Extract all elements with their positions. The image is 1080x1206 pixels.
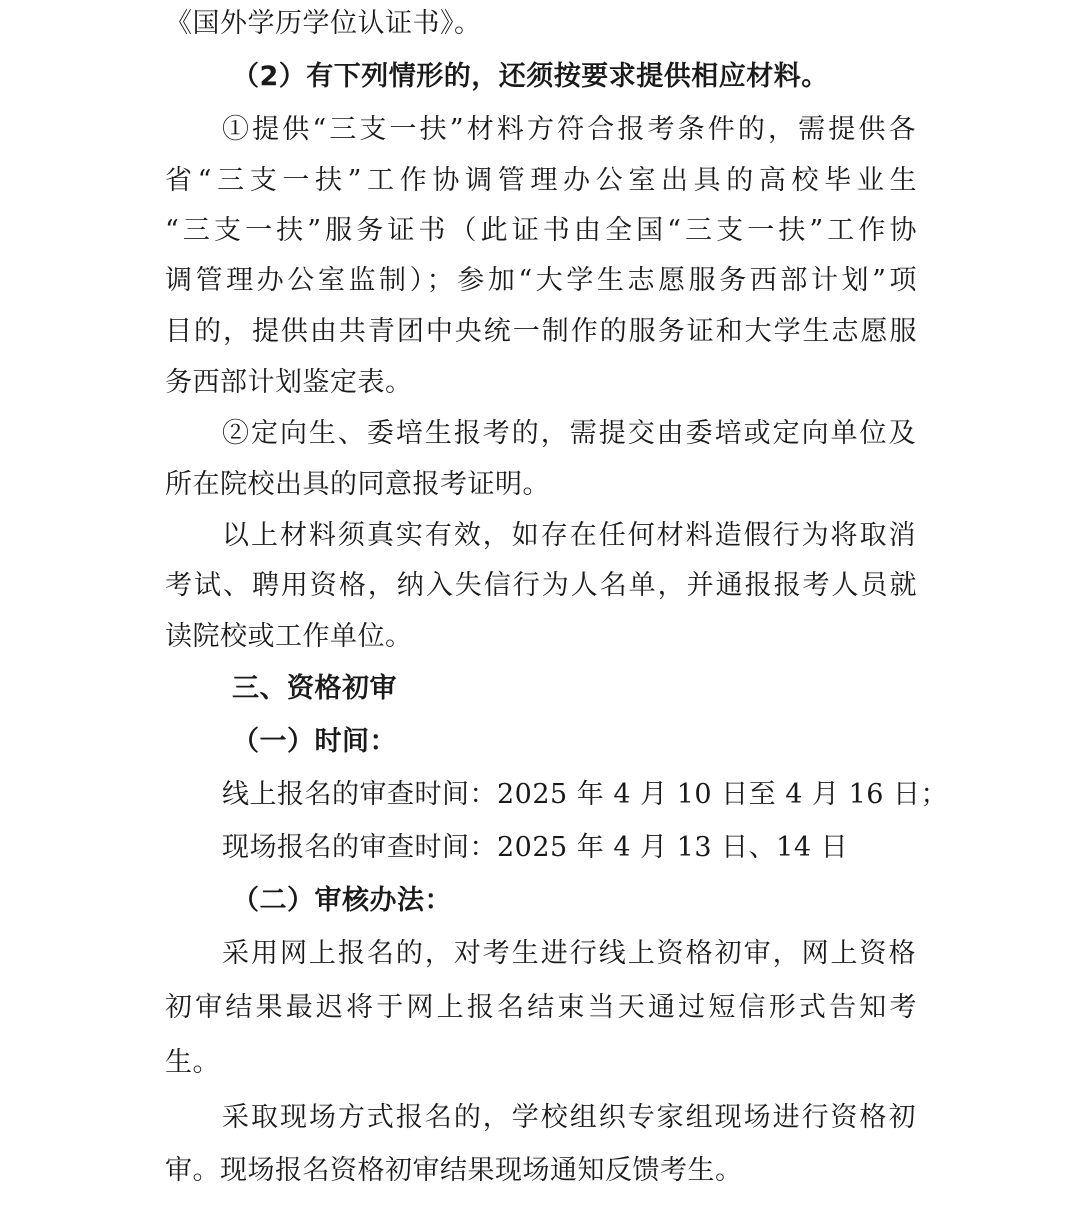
paragraph-line: 省“三支一扶”工作协调管理办公室出具的高校毕业生	[165, 165, 917, 196]
paragraph-line: 以上材料须真实有效，如存在任何材料造假行为将取消	[222, 520, 916, 551]
paragraph-line: 审。现场报名资格初审结果现场通知反馈考生。	[165, 1155, 743, 1186]
paragraph-line: ①提供“三支一扶”材料方符合报考条件的，需提供各	[222, 114, 916, 145]
paragraph-line: 考试、聘用资格，纳入失信行为人名单，并通报报考人员就	[165, 570, 917, 601]
paragraph-line: 生。	[165, 1047, 220, 1078]
paragraph-line: 线上报名的审查时间：2025 年 4 月 10 日至 4 月 16 日；	[222, 779, 949, 810]
paragraph-line: 现场报名的审查时间：2025 年 4 月 13 日、14 日	[222, 832, 849, 863]
paragraph-line: 初审结果最迟将于网上报名结束当天通过短信形式告知考	[165, 992, 917, 1023]
paragraph-line: 读院校或工作单位。	[165, 621, 413, 652]
paragraph-line: 调管理办公室监制）；参加“大学生志愿服务西部计划”项	[165, 265, 917, 296]
section-heading: 三、资格初审	[232, 673, 397, 704]
subheading: （二）审核办法：	[232, 885, 452, 916]
paragraph-line: 务西部计划鉴定表。	[165, 367, 413, 398]
subheading: （一）时间：	[232, 726, 397, 757]
paragraph-line: 所在院校出具的同意报考证明。	[165, 469, 550, 500]
paragraph-line: 采用网上报名的，对考生进行线上资格初审，网上资格	[222, 938, 916, 969]
paragraph-line: 目的，提供由共青团中央统一制作的服务证和大学生志愿服	[165, 316, 917, 347]
paragraph-line: 采取现场方式报名的，学校组织专家组现场进行资格初	[222, 1102, 916, 1133]
text-line: 《国外学历学位认证书》。	[165, 8, 482, 39]
paragraph-line: “三支一扶”服务证书（此证书由全国“三支一扶”工作协	[165, 215, 917, 246]
subheading: （2）有下列情形的，还须按要求提供相应材料。	[232, 61, 829, 92]
paragraph-line: ②定向生、委培生报考的，需提交由委培或定向单位及	[222, 418, 916, 449]
